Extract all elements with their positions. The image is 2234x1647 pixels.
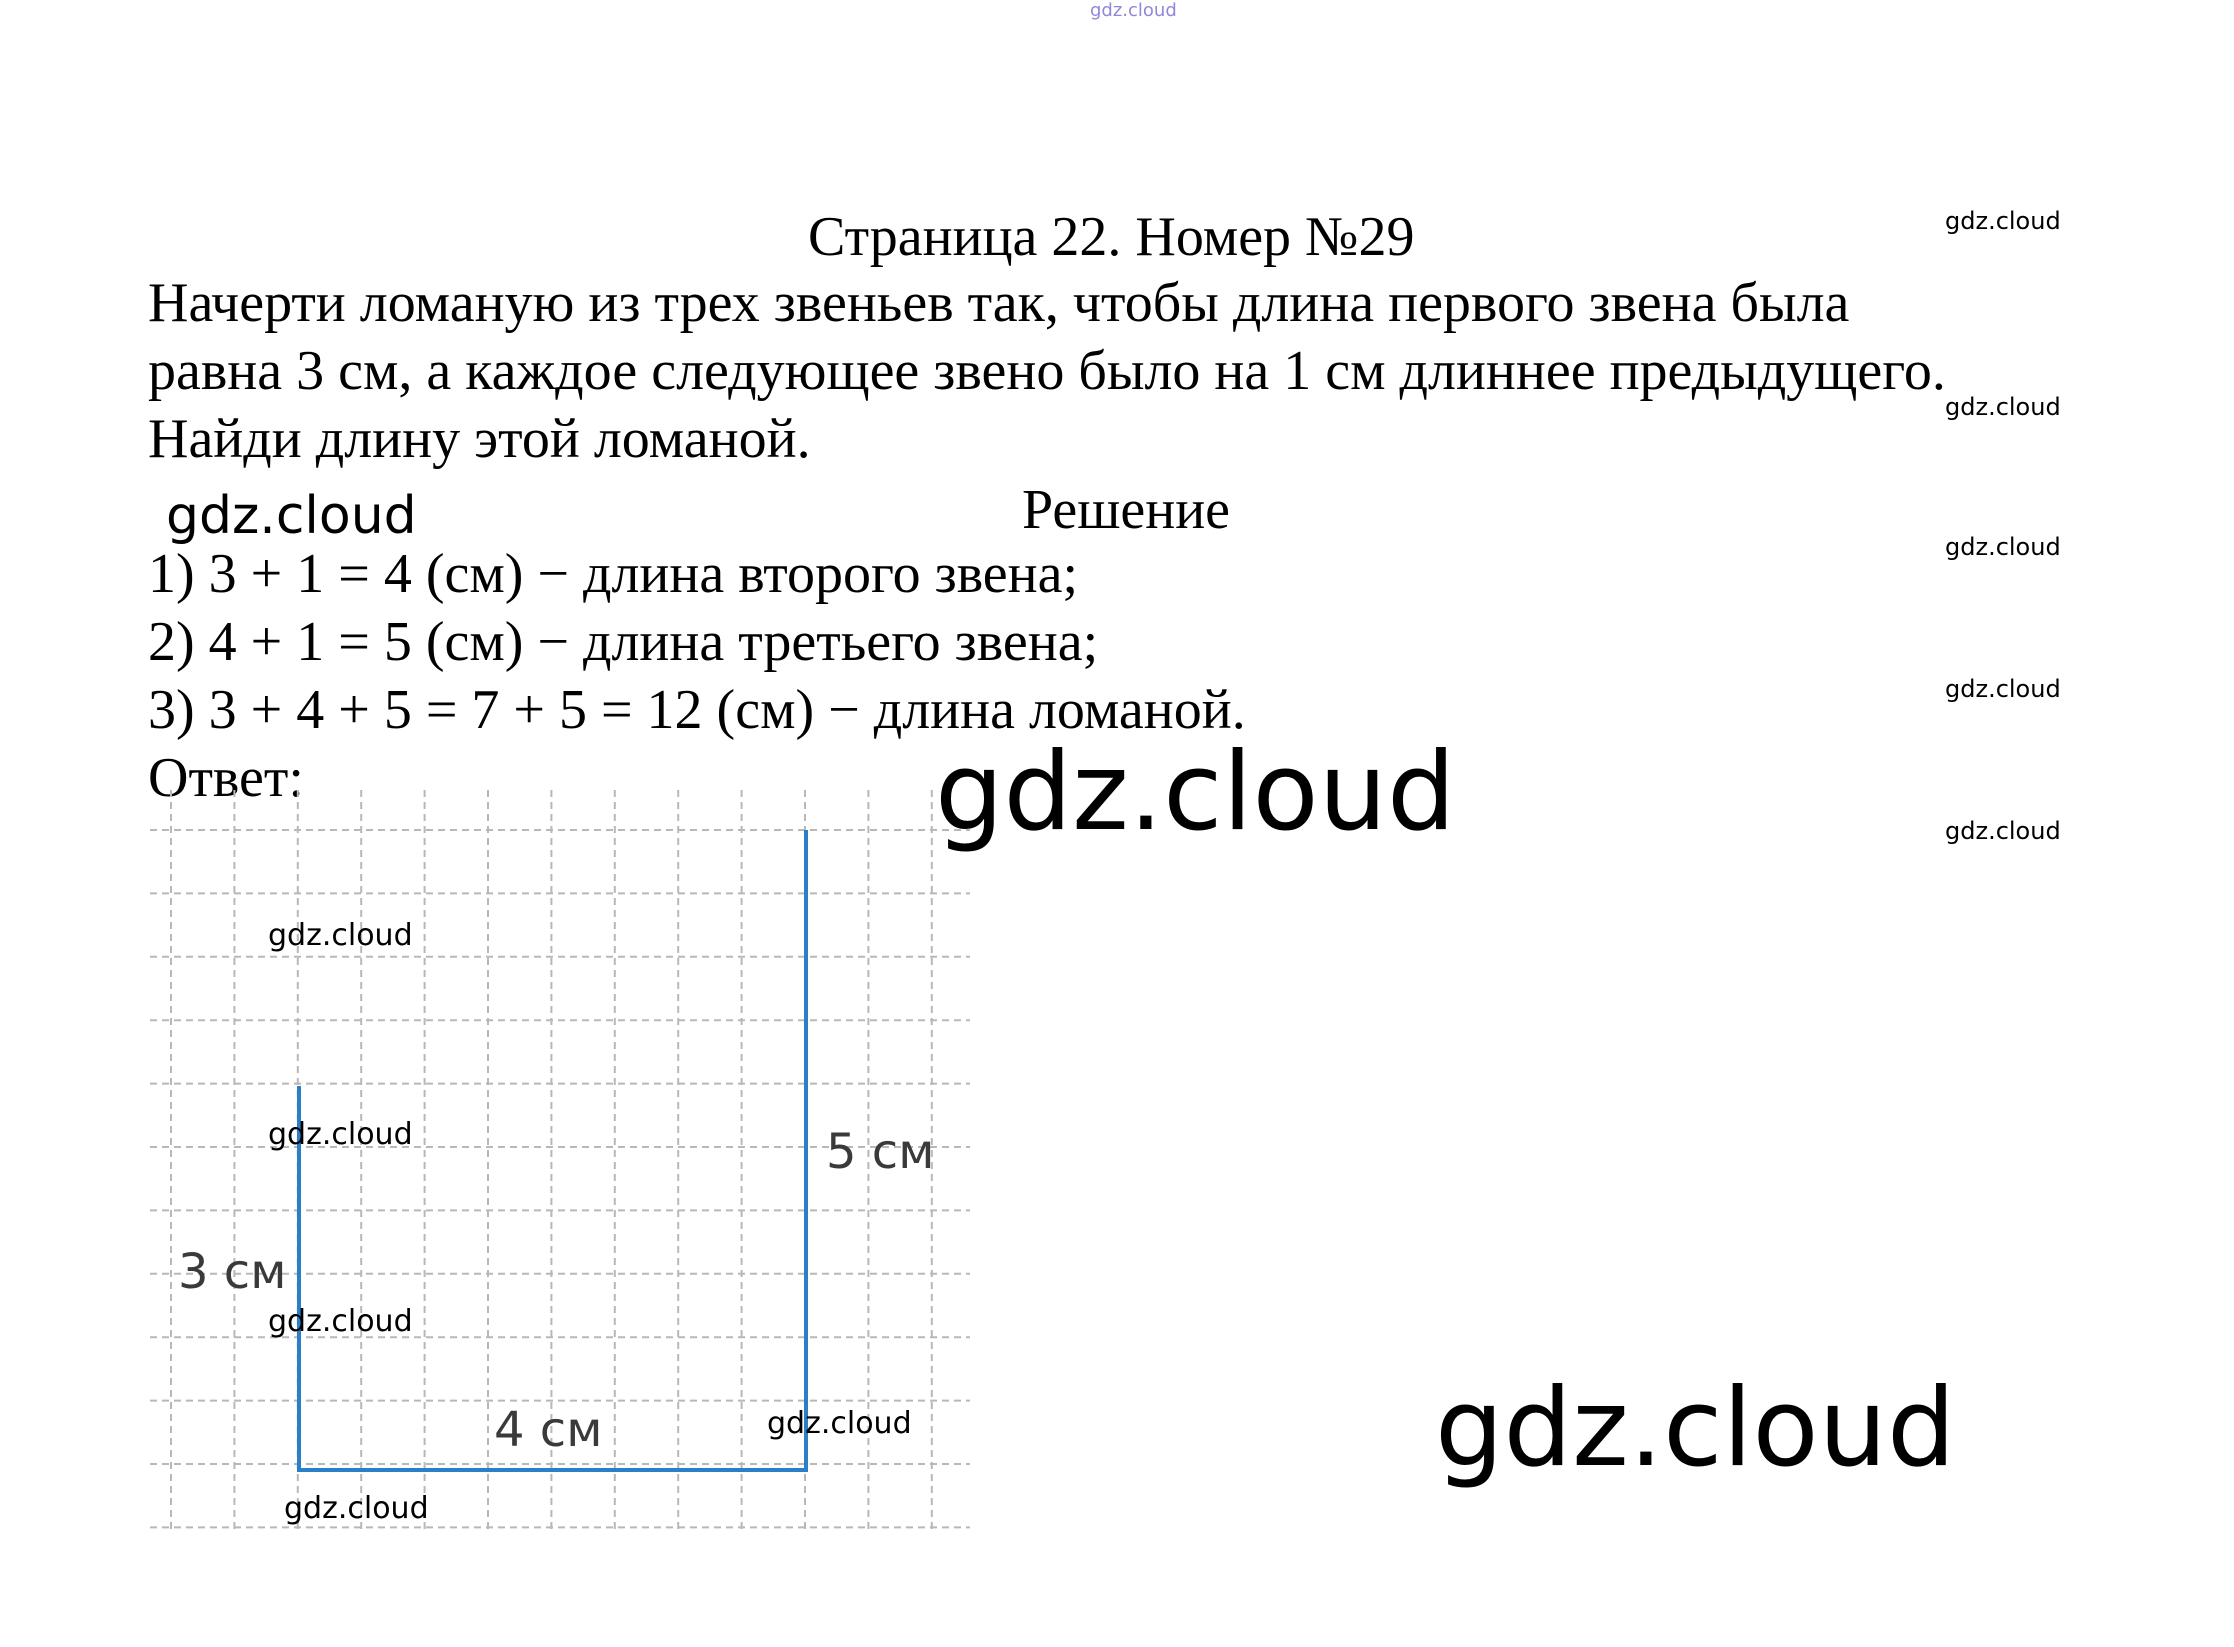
task-line-3: Найди длину этой ломаной.: [148, 408, 811, 470]
task-line-1: Начерти ломаную из трех звеньев так, чтобы длина первого звена была: [148, 272, 1850, 334]
watermark-large: gdz.cloud: [935, 730, 1456, 855]
watermark: gdz.cloud: [1945, 817, 2061, 845]
solution-step-1: 1) 3 + 1 = 4 (см) − длина второго звена;: [148, 543, 1079, 605]
watermark: gdz.cloud: [284, 1491, 429, 1526]
solution-heading: Решение: [1022, 479, 1231, 541]
watermark: gdz.cloud: [1945, 207, 2061, 235]
task-line-2: равна 3 см, а каждое следующее звено было на 1 см длиннее предыдущего.: [148, 340, 1946, 402]
page-title: Страница 22. Номер №29: [808, 206, 1415, 268]
watermark: gdz.cloud: [1945, 675, 2061, 703]
segment-label-3cm: 3 см: [178, 1244, 287, 1300]
solution-step-3: 3) 3 + 4 + 5 = 7 + 5 = 12 (см) − длина ломаной.: [148, 679, 1246, 741]
watermark-large: gdz.cloud: [1435, 1366, 1956, 1491]
watermark: gdz.cloud: [268, 918, 413, 953]
segment-label-4cm: 4 см: [494, 1402, 603, 1458]
watermark: gdz.cloud: [268, 1304, 413, 1339]
watermark: gdz.cloud: [1945, 393, 2061, 421]
segment-label-5cm: 5 см: [826, 1124, 935, 1180]
watermark: gdz.cloud: [767, 1406, 912, 1441]
answer-label: Ответ:: [148, 747, 304, 809]
solution-step-2: 2) 4 + 1 = 5 (см) − длина третьего звена;: [148, 611, 1099, 673]
watermark: gdz.cloud: [1945, 533, 2061, 561]
watermark: gdz.cloud: [166, 486, 417, 546]
watermark: gdz.cloud: [268, 1117, 413, 1152]
top-watermark: gdz.cloud: [1090, 0, 1177, 21]
